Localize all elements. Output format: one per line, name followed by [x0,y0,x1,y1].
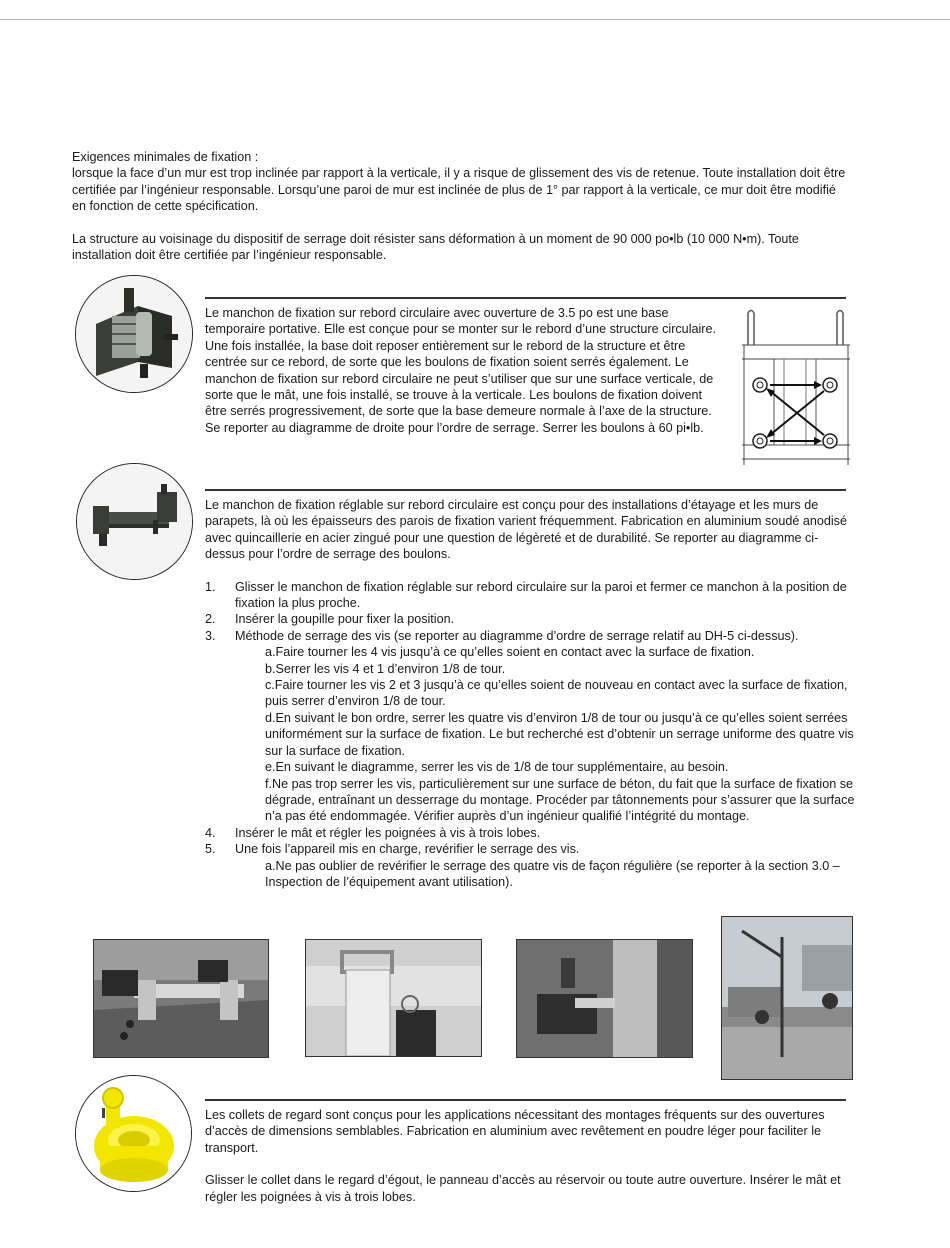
sub-list-item: c.Faire tourner les vis 2 et 3 jusqu’à ce qu’elles soient de nouveau en contact avec la surface de fixation, puis serrer d’environ 1/8 de tour. [265,678,848,709]
install-photo-3 [516,939,693,1058]
sub-list-item: a.Ne pas oublier de revérifier le serrage des quatre vis de façon régulière (se reporter à la section 3.0 – Inspection de l’équipement avant utilisation). [265,858,840,889]
installation-steps [205,579,855,891]
sub-steps-3 [235,644,855,824]
intro-paragraph-1: lorsque la face d’un mur est trop inclinée par rapport à la verticale, il y a risque de glissement des vis de retenue. Toute installation doit être certifiée par l’ingénieur responsable. Lorsqu’une paroi de mur est inclinée de plus de 1° par rapport à la verticale, ce mur doit être modifié en fonction de cette spécification. [72,166,846,214]
list-item: 1. Glisser le manchon de fixation réglable sur rebord circulaire sur la paroi et fermer ce manchon à la position de fixation la plus proche. [205,579,847,611]
fixed-sleeve-photo [75,275,193,393]
install-photo-4 [721,916,853,1080]
sub-list-item: e.En suivant le diagramme, serrer les vis de 1/8 de tour supplémentaire, au besoin. [265,760,729,775]
list-item: 5. Une fois l’appareil mis en charge, revérifier le serrage des vis. a.Ne pas oublier de revérifier le serrage des quatre vis de façon régulière (se reporter à la section 3.0 – Inspection de l’équipement avant utilisation). [205,841,855,890]
sub-list-item: a.Faire tourner les 4 vis jusqu’à ce qu’elles soient en contact avec la surface de fixation. [265,645,755,660]
list-item: 4. Insérer le mât et régler les poignées à vis à trois lobes. [205,825,541,840]
adjustable-sleeve-photo [76,463,193,580]
list-item: 2. Insérer la goupille pour fixer la position. [205,612,455,627]
section1-rule [205,297,846,299]
install-photo-2 [305,939,482,1057]
list-item: 3. Méthode de serrage des vis (se reporter au diagramme d’ordre de serrage relatif au DH-5 ci-dessus). a.Faire tourner les 4 vis jusqu’à ce qu’elles soient en contact avec la surface de fixation. b.Serrer les vis 4 et 1 d’environ 1/8 de tour. c.Faire tourner les vis 2 et 3 jusqu’à ce qu’elles soient de nouveau en contact avec la surface de fixation, puis serrer d’environ 1/8 de tour. d.En suivant le bon ordre, serrer les quatre vis d’environ 1/8 de tour ou jusqu’à ce qu’elles soient serrées uniformément sur la surface de fixation. Le but recherché est d’obtenir un serrage uniforme des quatre vis sur la surface de fixation. e.En suivant le diagramme, serrer les vis de 1/8 de tour supplémentaire, au besoin. f.Ne pas trop serrer les vis, particulièrement sur une surface de béton, du fait que la surface de fixation se dégrade, entraînant un desserrage du montage. Procéder par tâtonnements pour s’assurer que la surface n’a pas été endommagée. Vérifier auprès d’un ingénieur qualifié l’intégrité du montage. [205,628,855,824]
sub-list-item: f.Ne pas trop serrer les vis, particulièrement sur une surface de béton, du fait que la surface de fixation se dégrade, entraînant un desserrage du montage. Procéder par tâtonnements pour s’assurer que la surface n’a pas été endommagée. Vérifier auprès d’un ingénieur qualifié l’intégrité du montage. [265,776,855,824]
sub-list-item: d.En suivant le bon ordre, serrer les quatre vis d’environ 1/8 de tour ou jusqu’à ce qu’elles soient serrées uniformément sur la surface de fixation. Le but recherché est d’obtenir un serrage uniforme des quatre vis sur la surface de fixation. [265,710,854,758]
section3-paragraph-1: Les collets de regard sont conçus pour les applications nécessitant des montages fréquents sur des ouvertures d’accès de dimensions semblables. Fabrication en aluminium avec revêtement en poudre léger pour faciliter le transport. [205,1108,825,1155]
intro-heading: Exigences minimales de fixation : [72,150,259,164]
intro-block [72,149,847,263]
tightening-order-diagram [740,307,853,465]
top-rule [0,19,950,20]
sub-list-item: b.Serrer les vis 4 et 1 d’environ 1/8 de tour. [265,661,506,676]
intro-paragraph-2: La structure au voisinage du dispositif de serrage doit résister sans déformation à un moment de 90 000 po•lb (10 000 N•m). Toute installation doit être certifiée par l’ingénieur responsable. [72,231,799,263]
section2-text: Le manchon de fixation réglable sur rebord circulaire est conçu pour des installations d’étayage et les murs de parapets, là où les épaisseurs des parois de fixation varient fréquemment. Fabrication en aluminium soudé anodisé avec quincaillerie en acier zingué pour une question de légèreté et de durabilité. Se reporter au diagramme ci-dessus pour l’ordre de serrage des boulons. [205,498,847,562]
install-photo-1 [93,939,269,1058]
section2-block [205,497,855,890]
section2-rule [205,489,846,491]
section3-block [205,1107,850,1205]
sub-steps-5 [235,858,855,891]
manhole-collar-photo [75,1075,192,1192]
section1-text: Le manchon de fixation sur rebord circulaire avec ouverture de 3.5 po est une base temporaire portative. Elle est conçue pour se monter sur le rebord d’une structure circulaire. Une fois installée, la base doit reposer entièrement sur le rebord de la structure et être centrée sur ce rebord, de sorte que les boulons de fixation soient serrés également. Le manchon de fixation sur rebord circulaire ne peut s’utiliser que sur une surface verticale, de sorte que le mât, une fois installé, se trouve à la verticale. Les boulons de fixation doivent être serrés progressivement, de sorte que la base demeure normale à l’axe de la structure. Se reporter au diagramme de droite pour l’ordre de serrage. Serrer les boulons à 60 pi•lb. [205,306,716,435]
section3-paragraph-2: Glisser le collet dans le regard d’égout, le panneau d’accès au réservoir ou toute autre ouverture. Insérer le mât et régler les poignées à vis à trois lobes. [205,1173,841,1204]
section3-rule [205,1099,846,1101]
